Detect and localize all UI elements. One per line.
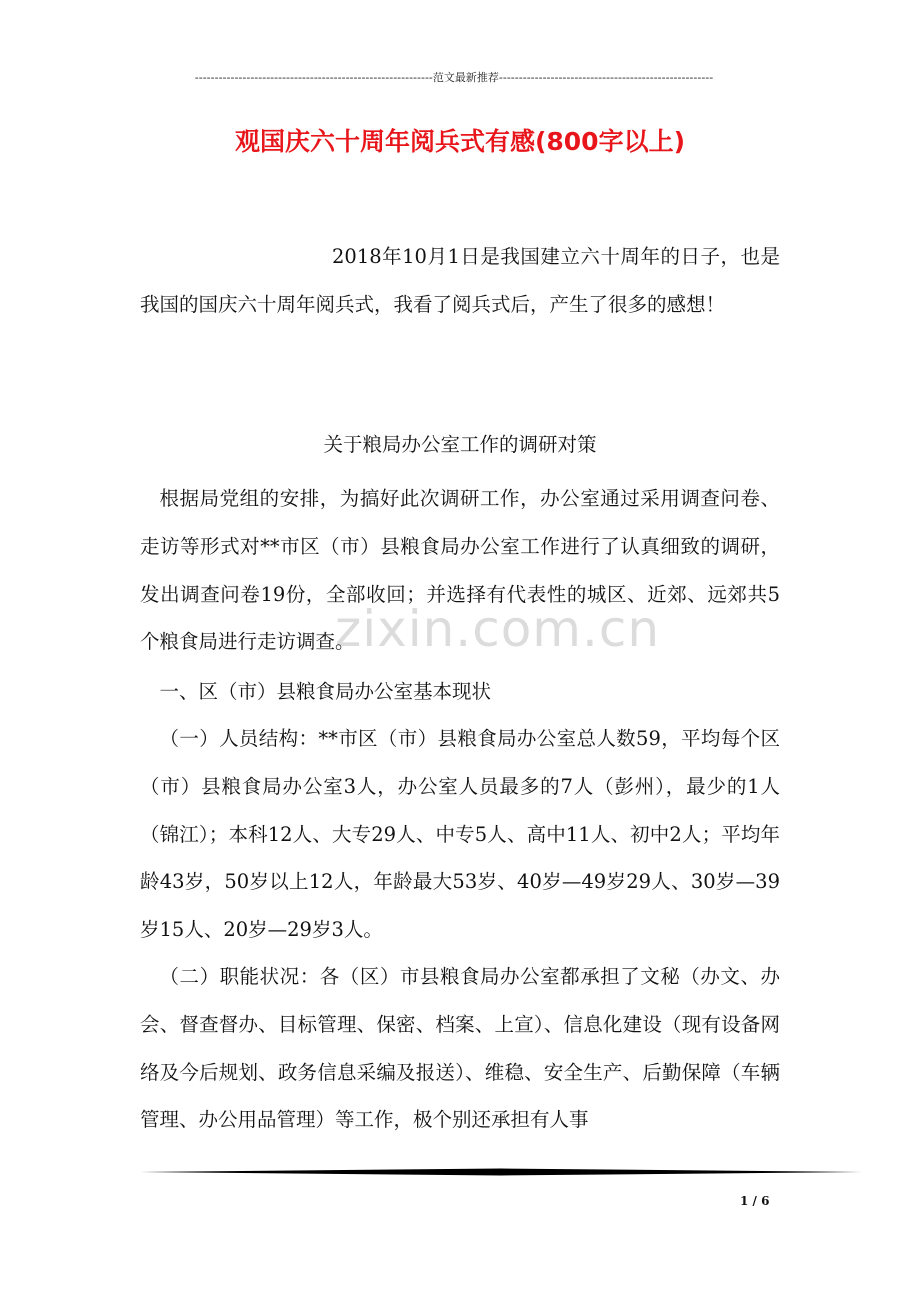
section-title: 关于粮局办公室工作的调研对策 (323, 433, 597, 456)
watermark: zixin.com.cn (335, 600, 661, 658)
intro-paragraph: 2018年10月1日是我国建立六十周年的日子，也是我国的国庆六十周年阅兵式，我看了阅兵式后，产生了很多的感想！ (140, 245, 780, 316)
document-title: 观国庆六十周年阅兵式有感(800字以上) (234, 127, 686, 156)
body-paragraph-1: 根据局党组的安排，为搞好此次调研工作，办公室通过采用调查问卷、走访等形式对**市区（市）县粮食局办公室工作进行了认真细致的调研，发出调查问卷19份，全部收回；并选择有代表性的城区、近郊、远郊共5个粮食局进行走访调查。 (140, 487, 780, 654)
footer-divider (140, 1168, 862, 1176)
body-paragraph-3: （二）职能状况：各（区）市县粮食局办公室都承担了文秘（办文、办会、督查督办、目标管理、保密、档案、上宣）、信息化建设（现有设备网络及今后规划、政务信息采编及报送）、维稳、安全生产、后勤保障（车辆管理、办公用品管理）等工作，极个别还承担有人事 (140, 965, 780, 1132)
section-heading-1: 一、区（市）县粮食局办公室基本现状 (159, 680, 492, 703)
body-paragraph-2: （一）人员结构：**市区（市）县粮食局办公室总人数59，平均每个区（市）县粮食局办公室3人，办公室人员最多的7人（彭州），最少的1人（锦江）；本科12人、大专29人、中专5人、高中11人、初中2人；平均年龄43岁，50岁以上12人，年龄最大53岁、40岁—49岁29人、30岁—39岁15人、20岁—29岁3人。 (140, 727, 780, 942)
page-header: ------------------------------------------------------------范文最新推荐------------------------------------------------------ (194, 71, 714, 84)
page-number: 1 / 6 (740, 1194, 770, 1208)
